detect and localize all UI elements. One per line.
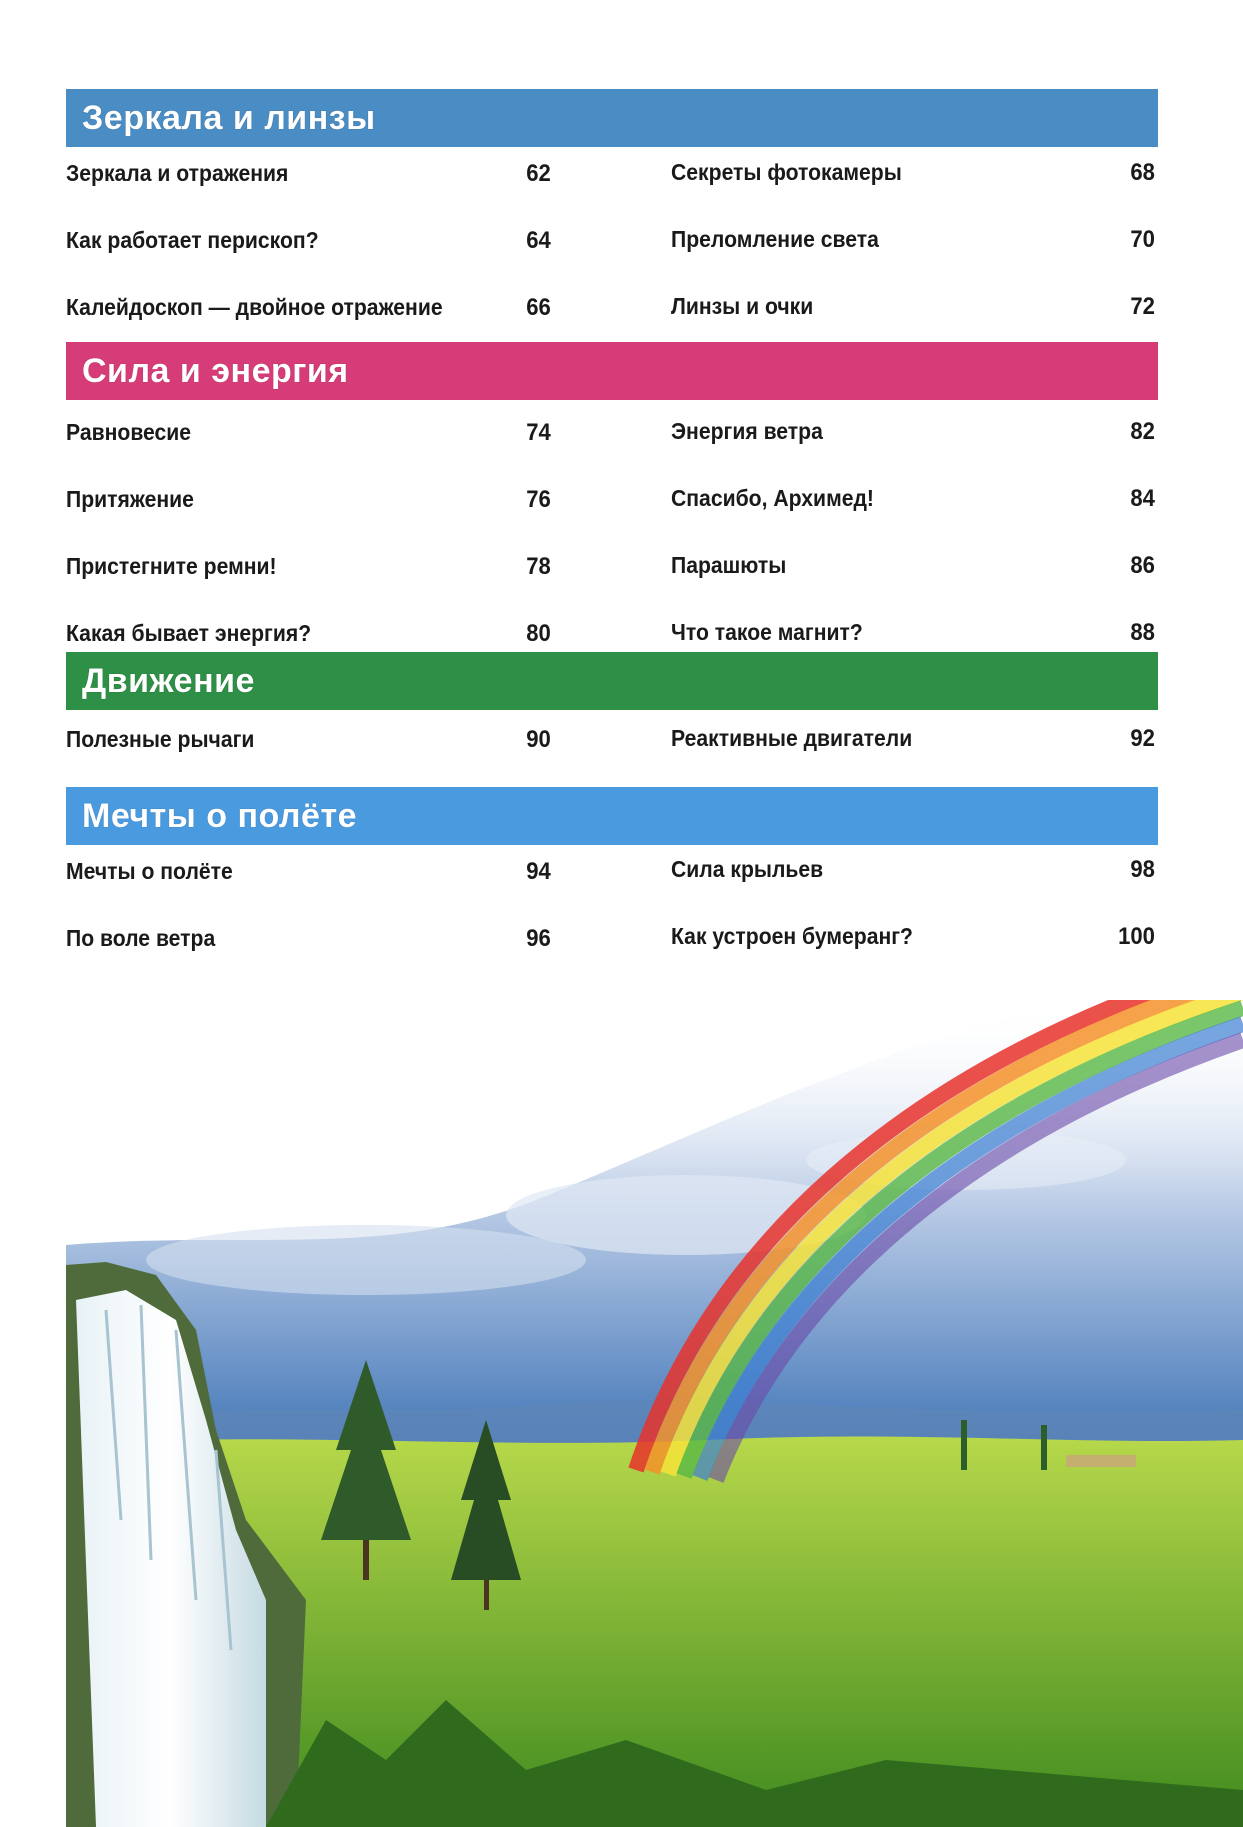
toc-entry-title: Парашюты <box>671 552 787 578</box>
toc-column-right <box>671 836 1155 970</box>
toc-entry-page-number: 98 <box>1130 855 1155 883</box>
toc-entry-title: Какая бывает энергия? <box>66 620 312 646</box>
toc-entry-page-number: 64 <box>526 226 551 254</box>
toc-entry-title: Как работает перископ? <box>66 227 319 253</box>
toc-entry-title: По воле ветра <box>66 925 216 951</box>
toc-entry-page-number: 74 <box>526 418 551 446</box>
toc-column-left <box>66 140 551 341</box>
toc-entry-title: Что такое магнит? <box>671 619 863 645</box>
toc-entry[interactable] <box>671 705 1155 772</box>
toc-entry[interactable] <box>671 398 1155 465</box>
toc-entry-page-number: 66 <box>526 293 551 321</box>
toc-entry[interactable] <box>66 533 551 600</box>
toc-entry-page-number: 72 <box>1130 292 1155 320</box>
toc-entry[interactable] <box>671 139 1155 206</box>
toc-entry-title: Пристегните ремни! <box>66 553 277 579</box>
toc-entry[interactable] <box>66 706 551 773</box>
toc-entry[interactable] <box>66 140 551 207</box>
toc-entry-page-number: 100 <box>1118 922 1155 950</box>
toc-entry-title: Калейдоскоп — двойное отражение <box>66 294 443 320</box>
toc-entry[interactable] <box>671 273 1155 340</box>
section-header-flight-dreams: Мечты о полёте <box>66 787 1158 845</box>
toc-entry[interactable] <box>66 838 551 905</box>
toc-entry[interactable] <box>671 903 1155 970</box>
toc-entry[interactable] <box>66 399 551 466</box>
toc-column-left <box>66 399 551 667</box>
toc-entry-title: Энергия ветра <box>671 418 823 444</box>
toc-entry-title: Спасибо, Архимед! <box>671 485 874 511</box>
section-header-mirrors-lenses: Зеркала и линзы <box>66 89 1158 147</box>
toc-entry[interactable] <box>671 206 1155 273</box>
toc-entry-page-number: 96 <box>526 924 551 952</box>
toc-entry-page-number: 82 <box>1130 417 1155 445</box>
toc-entry-page-number: 80 <box>526 619 551 647</box>
toc-entry-title: Секреты фотокамеры <box>671 159 902 185</box>
toc-entry[interactable] <box>66 274 551 341</box>
toc-entry-title: Мечты о полёте <box>66 858 233 884</box>
toc-entry-title: Реактивные двигатели <box>671 725 913 751</box>
toc-entry-page-number: 92 <box>1130 724 1155 752</box>
toc-column-right <box>671 139 1155 340</box>
toc-entry-page-number: 78 <box>526 552 551 580</box>
toc-entry-title: Как устроен бумеранг? <box>671 923 913 949</box>
toc-column-right <box>671 398 1155 666</box>
rainbow-landscape-illustration <box>66 1000 1243 1827</box>
toc-entry-title: Сила крыльев <box>671 856 824 882</box>
toc-entry-title: Преломление света <box>671 226 879 252</box>
toc-entry[interactable] <box>671 532 1155 599</box>
section-header-motion: Движение <box>66 652 1158 710</box>
toc-entry-title: Линзы и очки <box>671 293 814 319</box>
toc-column-left <box>66 706 551 773</box>
toc-entry-page-number: 94 <box>526 857 551 885</box>
toc-entry[interactable] <box>66 466 551 533</box>
toc-entry-page-number: 76 <box>526 485 551 513</box>
section-header-force-energy: Сила и энергия <box>66 342 1158 400</box>
toc-entry-page-number: 68 <box>1130 158 1155 186</box>
toc-entry-title: Полезные рычаги <box>66 726 255 752</box>
toc-entry-page-number: 62 <box>526 159 551 187</box>
toc-entry-page-number: 84 <box>1130 484 1155 512</box>
toc-entry[interactable] <box>66 207 551 274</box>
toc-column-left <box>66 838 551 972</box>
toc-column-right <box>671 705 1155 772</box>
toc-entry-page-number: 90 <box>526 725 551 753</box>
toc-entry-page-number: 86 <box>1130 551 1155 579</box>
toc-entry-page-number: 70 <box>1130 225 1155 253</box>
toc-entry-title: Равновесие <box>66 419 192 445</box>
toc-entry-title: Притяжение <box>66 486 194 512</box>
toc-entry-page-number: 88 <box>1130 618 1155 646</box>
toc-entry[interactable] <box>671 465 1155 532</box>
toc-entry[interactable] <box>66 905 551 972</box>
toc-entry[interactable] <box>671 836 1155 903</box>
toc-entry-title: Зеркала и отражения <box>66 160 289 186</box>
